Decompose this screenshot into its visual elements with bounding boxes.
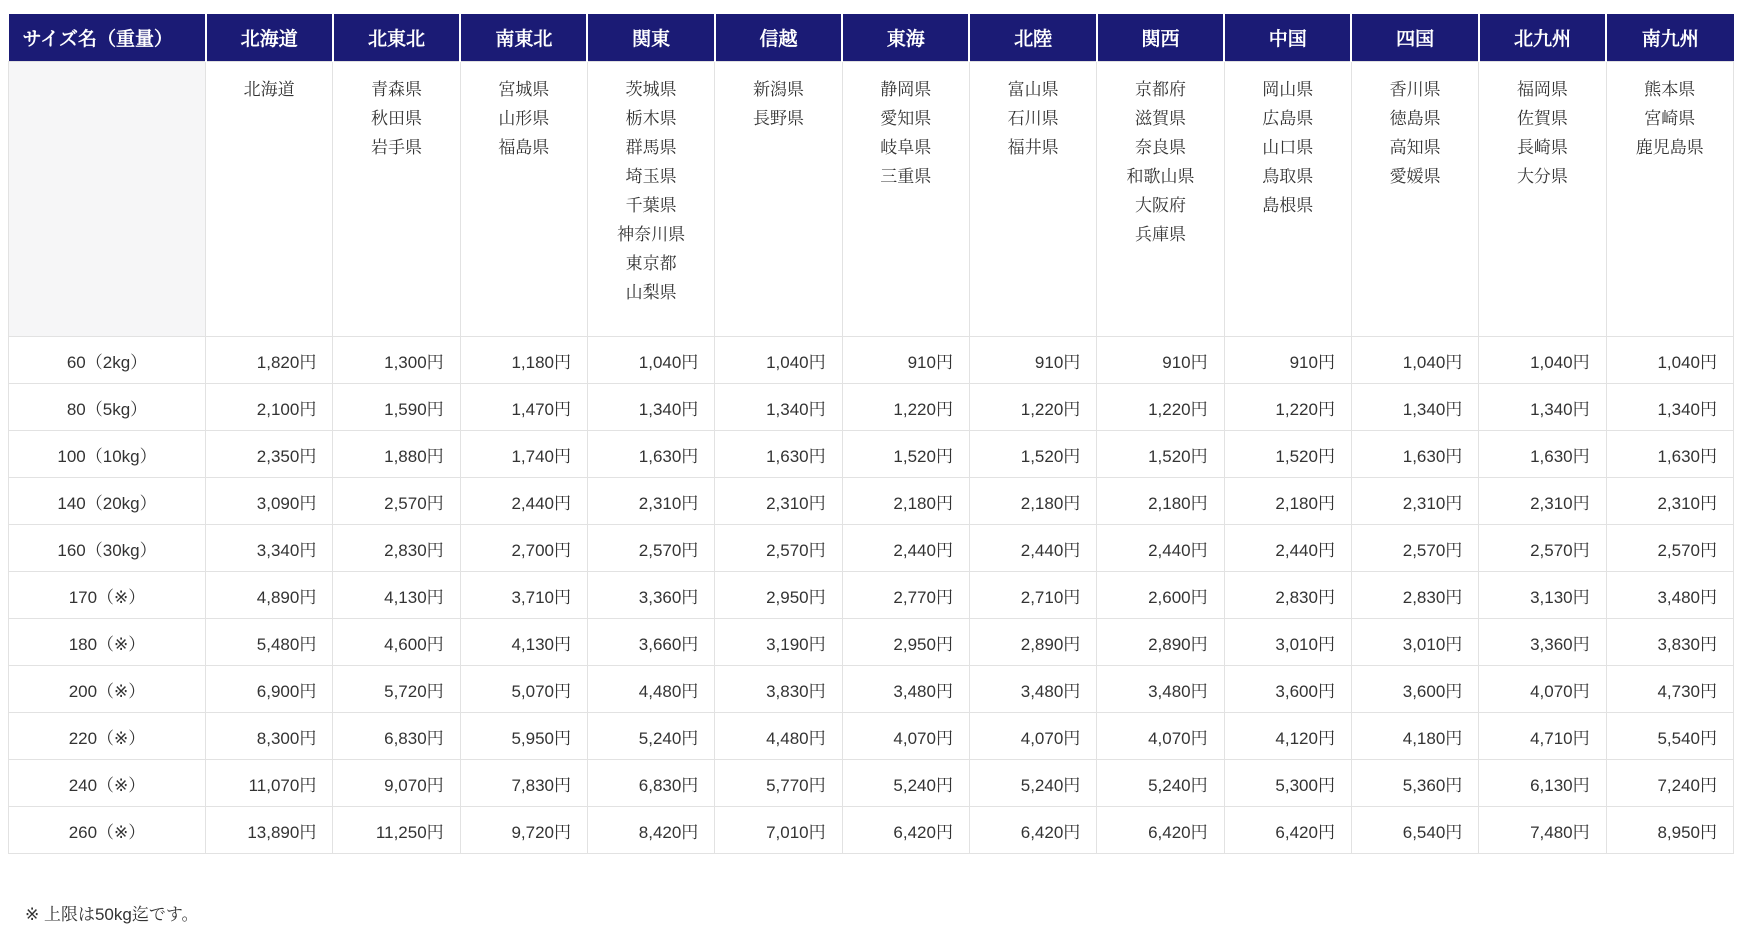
size-cell: 60（2kg） <box>9 337 206 384</box>
prefecture-cell <box>969 62 1096 337</box>
price-cell: 1,520円 <box>969 431 1096 478</box>
price-cell: 4,890円 <box>206 572 333 619</box>
price-cell: 9,720円 <box>460 807 587 854</box>
prefecture-name: 三重県 <box>880 167 932 186</box>
price-cell: 4,130円 <box>460 619 587 666</box>
prefecture-name: 鹿児島県 <box>1635 138 1704 157</box>
price-cell: 11,250円 <box>333 807 460 854</box>
prefecture-name: 京都府 <box>1134 80 1186 99</box>
price-cell: 4,070円 <box>1479 666 1606 713</box>
price-cell: 1,740円 <box>460 431 587 478</box>
prefecture-name: 愛媛県 <box>1389 167 1441 186</box>
prefecture-cell <box>1606 62 1733 337</box>
price-cell: 4,070円 <box>1097 713 1224 760</box>
price-cell: 6,420円 <box>842 807 969 854</box>
price-cell: 2,950円 <box>842 619 969 666</box>
price-cell: 2,710円 <box>969 572 1096 619</box>
prefecture-name: 富山県 <box>1007 80 1059 99</box>
price-cell: 3,360円 <box>1479 619 1606 666</box>
price-row <box>9 807 1734 854</box>
size-cell: 260（※） <box>9 807 206 854</box>
price-cell: 3,480円 <box>1606 572 1733 619</box>
price-cell: 1,040円 <box>587 337 714 384</box>
prefecture-name: 埼玉県 <box>625 167 677 186</box>
prefecture-name: 佐賀県 <box>1516 109 1568 128</box>
price-cell: 2,950円 <box>715 572 842 619</box>
price-row <box>9 666 1734 713</box>
price-cell: 2,310円 <box>1606 478 1733 525</box>
price-cell: 8,950円 <box>1606 807 1733 854</box>
price-cell: 3,010円 <box>1224 619 1351 666</box>
price-cell: 910円 <box>1097 337 1224 384</box>
price-cell: 1,040円 <box>1351 337 1478 384</box>
price-cell: 5,300円 <box>1224 760 1351 807</box>
price-cell: 2,350円 <box>206 431 333 478</box>
price-cell: 3,480円 <box>969 666 1096 713</box>
prefecture-row <box>9 62 1734 337</box>
price-cell: 1,040円 <box>1606 337 1733 384</box>
size-cell: 80（5kg） <box>9 384 206 431</box>
price-table-body <box>9 62 1734 854</box>
price-cell: 3,010円 <box>1351 619 1478 666</box>
price-cell: 1,340円 <box>587 384 714 431</box>
price-cell: 2,310円 <box>1479 478 1606 525</box>
size-cell: 170（※） <box>9 572 206 619</box>
region-header: 北海道 <box>206 14 333 62</box>
price-cell: 1,340円 <box>1606 384 1733 431</box>
price-cell: 2,440円 <box>969 525 1096 572</box>
prefecture-cell <box>715 62 842 337</box>
prefecture-cell <box>842 62 969 337</box>
price-row <box>9 525 1734 572</box>
price-cell: 1,220円 <box>1097 384 1224 431</box>
price-cell: 3,830円 <box>715 666 842 713</box>
prefecture-name: 滋賀県 <box>1134 109 1186 128</box>
price-cell: 4,070円 <box>842 713 969 760</box>
price-cell: 5,240円 <box>587 713 714 760</box>
price-row <box>9 431 1734 478</box>
price-cell: 2,890円 <box>969 619 1096 666</box>
price-cell: 6,830円 <box>333 713 460 760</box>
prefecture-name: 福島県 <box>498 138 550 157</box>
price-cell: 4,600円 <box>333 619 460 666</box>
price-cell: 4,180円 <box>1351 713 1478 760</box>
size-cell: 180（※） <box>9 619 206 666</box>
price-row <box>9 713 1734 760</box>
price-cell: 4,730円 <box>1606 666 1733 713</box>
prefecture-name: 秋田県 <box>370 109 422 128</box>
prefecture-name: 兵庫県 <box>1134 225 1186 244</box>
region-header: 東海 <box>842 14 969 62</box>
prefecture-name: 香川県 <box>1389 80 1441 99</box>
price-cell: 5,720円 <box>333 666 460 713</box>
price-cell: 2,830円 <box>1351 572 1478 619</box>
prefecture-name: 神奈川県 <box>617 225 686 244</box>
price-cell: 6,130円 <box>1479 760 1606 807</box>
price-cell: 13,890円 <box>206 807 333 854</box>
price-cell: 1,520円 <box>1097 431 1224 478</box>
price-cell: 5,240円 <box>969 760 1096 807</box>
prefecture-name: 福岡県 <box>1516 80 1568 99</box>
price-cell: 910円 <box>1224 337 1351 384</box>
price-cell: 5,240円 <box>1097 760 1224 807</box>
price-cell: 6,900円 <box>206 666 333 713</box>
price-table <box>8 14 1734 854</box>
price-table-head <box>9 14 1734 62</box>
price-cell: 2,570円 <box>715 525 842 572</box>
price-cell: 3,480円 <box>1097 666 1224 713</box>
price-cell: 1,630円 <box>1479 431 1606 478</box>
region-header: 南九州 <box>1606 14 1733 62</box>
price-cell: 5,070円 <box>460 666 587 713</box>
prefecture-name: 愛知県 <box>880 109 932 128</box>
prefecture-name: 栃木県 <box>625 109 677 128</box>
price-cell: 2,700円 <box>460 525 587 572</box>
price-cell: 3,130円 <box>1479 572 1606 619</box>
price-cell: 3,600円 <box>1351 666 1478 713</box>
price-cell: 7,010円 <box>715 807 842 854</box>
price-cell: 4,480円 <box>715 713 842 760</box>
prefecture-cell <box>460 62 587 337</box>
prefecture-name: 大阪府 <box>1134 196 1186 215</box>
price-cell: 5,480円 <box>206 619 333 666</box>
prefecture-name: 徳島県 <box>1389 109 1441 128</box>
prefecture-name: 群馬県 <box>625 138 677 157</box>
size-cell: 200（※） <box>9 666 206 713</box>
price-cell: 8,420円 <box>587 807 714 854</box>
price-row <box>9 337 1734 384</box>
size-cell: 240（※） <box>9 760 206 807</box>
prefecture-cell <box>1224 62 1351 337</box>
prefecture-name: 和歌山県 <box>1126 167 1195 186</box>
price-cell: 1,180円 <box>460 337 587 384</box>
prefecture-cell <box>587 62 714 337</box>
prefecture-name: 茨城県 <box>625 80 677 99</box>
price-cell: 910円 <box>969 337 1096 384</box>
prefecture-name: 石川県 <box>1007 109 1059 128</box>
prefecture-cell <box>333 62 460 337</box>
price-cell: 1,220円 <box>969 384 1096 431</box>
price-cell: 2,440円 <box>1097 525 1224 572</box>
prefecture-name: 山口県 <box>1262 138 1314 157</box>
price-cell: 1,520円 <box>842 431 969 478</box>
price-cell: 1,040円 <box>715 337 842 384</box>
price-cell: 2,180円 <box>969 478 1096 525</box>
prefecture-name: 山梨県 <box>625 283 677 302</box>
region-header: 南東北 <box>460 14 587 62</box>
price-cell: 1,630円 <box>1351 431 1478 478</box>
price-cell: 7,480円 <box>1479 807 1606 854</box>
prefecture-name: 福井県 <box>1007 138 1059 157</box>
price-cell: 7,830円 <box>460 760 587 807</box>
corner-header: サイズ名（重量） <box>9 14 206 62</box>
price-cell: 1,880円 <box>333 431 460 478</box>
price-cell: 5,950円 <box>460 713 587 760</box>
prefecture-name: 静岡県 <box>880 80 932 99</box>
price-cell: 5,540円 <box>1606 713 1733 760</box>
price-cell: 1,470円 <box>460 384 587 431</box>
price-cell: 1,220円 <box>1224 384 1351 431</box>
prefecture-name: 新潟県 <box>752 80 804 99</box>
price-cell: 4,130円 <box>333 572 460 619</box>
price-cell: 6,420円 <box>969 807 1096 854</box>
price-cell: 3,360円 <box>587 572 714 619</box>
price-cell: 2,440円 <box>1224 525 1351 572</box>
price-cell: 3,600円 <box>1224 666 1351 713</box>
price-row <box>9 760 1734 807</box>
price-cell: 3,090円 <box>206 478 333 525</box>
price-cell: 6,420円 <box>1097 807 1224 854</box>
prefecture-name: 東京都 <box>625 254 677 273</box>
price-cell: 2,570円 <box>1351 525 1478 572</box>
prefecture-name: 千葉県 <box>625 196 677 215</box>
price-cell: 1,340円 <box>715 384 842 431</box>
price-cell: 2,890円 <box>1097 619 1224 666</box>
price-cell: 2,770円 <box>842 572 969 619</box>
prefecture-name: 岩手県 <box>370 138 422 157</box>
region-header: 関東 <box>587 14 714 62</box>
price-cell: 6,830円 <box>587 760 714 807</box>
prefecture-name: 鳥取県 <box>1262 167 1314 186</box>
prefecture-name: 山形県 <box>498 109 550 128</box>
price-cell: 5,240円 <box>842 760 969 807</box>
region-header: 北陸 <box>969 14 1096 62</box>
price-cell: 2,570円 <box>1606 525 1733 572</box>
prefecture-name: 長野県 <box>752 109 804 128</box>
price-cell: 3,190円 <box>715 619 842 666</box>
price-cell: 3,830円 <box>1606 619 1733 666</box>
price-cell: 2,440円 <box>460 478 587 525</box>
price-cell: 2,180円 <box>842 478 969 525</box>
price-cell: 4,070円 <box>969 713 1096 760</box>
price-cell: 1,630円 <box>587 431 714 478</box>
price-cell: 4,480円 <box>587 666 714 713</box>
prefecture-cell <box>1351 62 1478 337</box>
prefecture-name: 岐阜県 <box>880 138 932 157</box>
price-cell: 2,180円 <box>1224 478 1351 525</box>
price-cell: 2,440円 <box>842 525 969 572</box>
price-cell: 2,830円 <box>1224 572 1351 619</box>
region-header: 北東北 <box>333 14 460 62</box>
prefecture-name: 大分県 <box>1516 167 1568 186</box>
region-header: 関西 <box>1097 14 1224 62</box>
region-header: 北九州 <box>1479 14 1606 62</box>
prefecture-name: 青森県 <box>370 80 422 99</box>
prefecture-name: 宮城県 <box>498 80 550 99</box>
size-cell: 160（30kg） <box>9 525 206 572</box>
price-cell: 2,570円 <box>587 525 714 572</box>
prefecture-name: 宮崎県 <box>1644 109 1696 128</box>
price-cell: 8,300円 <box>206 713 333 760</box>
price-cell: 1,340円 <box>1351 384 1478 431</box>
price-cell: 1,630円 <box>715 431 842 478</box>
prefecture-name: 北海道 <box>243 80 295 99</box>
weight-limit-note: ※ 上限は50kg迄です。 <box>25 905 199 924</box>
price-cell: 5,770円 <box>715 760 842 807</box>
price-cell: 1,820円 <box>206 337 333 384</box>
price-cell: 7,240円 <box>1606 760 1733 807</box>
price-cell: 2,570円 <box>333 478 460 525</box>
price-cell: 1,340円 <box>1479 384 1606 431</box>
prefecture-name: 高知県 <box>1389 138 1441 157</box>
size-cell: 100（10kg） <box>9 431 206 478</box>
price-cell: 4,710円 <box>1479 713 1606 760</box>
prefecture-name: 岡山県 <box>1262 80 1314 99</box>
price-cell: 1,520円 <box>1224 431 1351 478</box>
prefecture-cell <box>1097 62 1224 337</box>
price-row <box>9 572 1734 619</box>
prefecture-spacer-cell <box>9 62 206 337</box>
prefecture-name: 広島県 <box>1262 109 1314 128</box>
prefecture-cell <box>1479 62 1606 337</box>
region-header: 中国 <box>1224 14 1351 62</box>
price-cell: 4,120円 <box>1224 713 1351 760</box>
prefecture-cell <box>206 62 333 337</box>
price-cell: 1,590円 <box>333 384 460 431</box>
region-header-row <box>9 14 1734 62</box>
price-cell: 1,040円 <box>1479 337 1606 384</box>
price-row <box>9 478 1734 525</box>
price-cell: 3,340円 <box>206 525 333 572</box>
price-cell: 2,180円 <box>1097 478 1224 525</box>
price-cell: 2,570円 <box>1479 525 1606 572</box>
price-cell: 1,630円 <box>1606 431 1733 478</box>
price-cell: 3,660円 <box>587 619 714 666</box>
price-cell: 2,830円 <box>333 525 460 572</box>
prefecture-name: 島根県 <box>1262 196 1314 215</box>
prefecture-name: 長崎県 <box>1516 138 1568 157</box>
price-cell: 2,600円 <box>1097 572 1224 619</box>
size-cell: 220（※） <box>9 713 206 760</box>
price-cell: 6,420円 <box>1224 807 1351 854</box>
price-cell: 3,480円 <box>842 666 969 713</box>
prefecture-name: 熊本県 <box>1644 80 1696 99</box>
price-cell: 2,310円 <box>1351 478 1478 525</box>
price-cell: 5,360円 <box>1351 760 1478 807</box>
prefecture-name: 奈良県 <box>1134 138 1186 157</box>
price-cell: 1,220円 <box>842 384 969 431</box>
region-header: 四国 <box>1351 14 1478 62</box>
price-cell: 910円 <box>842 337 969 384</box>
price-cell: 2,100円 <box>206 384 333 431</box>
price-row <box>9 619 1734 666</box>
price-cell: 2,310円 <box>715 478 842 525</box>
price-cell: 11,070円 <box>206 760 333 807</box>
size-cell: 140（20kg） <box>9 478 206 525</box>
price-cell: 1,300円 <box>333 337 460 384</box>
price-cell: 3,710円 <box>460 572 587 619</box>
price-row <box>9 384 1734 431</box>
price-cell: 2,310円 <box>587 478 714 525</box>
price-cell: 9,070円 <box>333 760 460 807</box>
region-header: 信越 <box>715 14 842 62</box>
price-cell: 6,540円 <box>1351 807 1478 854</box>
